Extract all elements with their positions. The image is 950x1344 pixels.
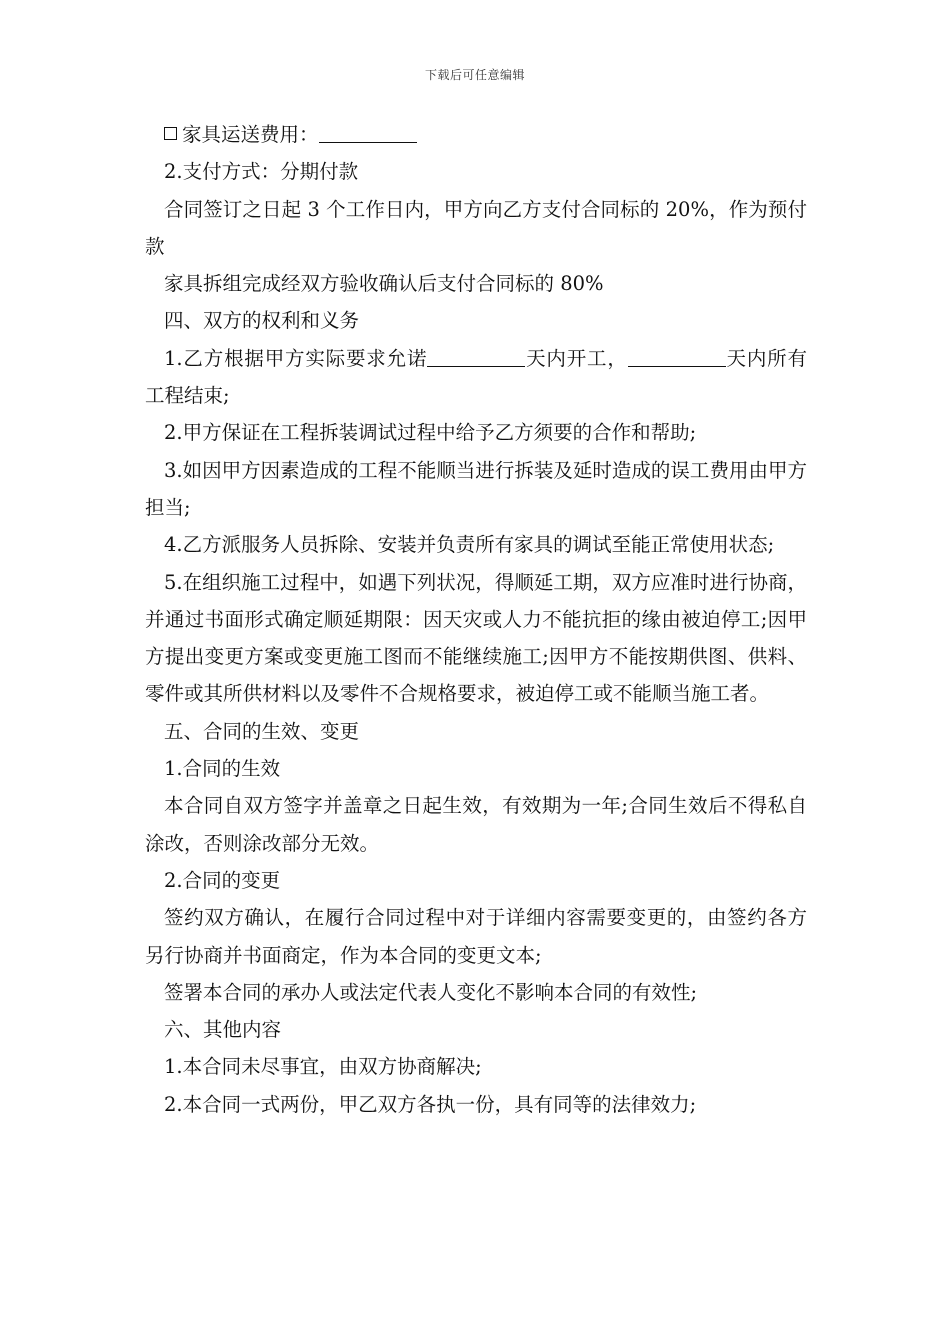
subheading-effect: 1.合同的生效	[164, 757, 281, 781]
paragraph-payment-method: 2.支付方式：分期付款	[164, 160, 359, 184]
paragraph-schedule	[145, 340, 807, 415]
fill-in-blank-end-days[interactable]	[628, 344, 726, 367]
paragraph-text: 家具运送费用：	[182, 123, 319, 146]
paragraph-text: 天内开工，	[525, 346, 628, 370]
page-header: 下载后可任意编辑	[424, 68, 525, 82]
checkbox-icon[interactable]	[164, 127, 177, 140]
paragraph-text: 1.乙方根据甲方实际要求允诺	[164, 346, 428, 370]
fill-in-blank-start-days[interactable]	[427, 344, 525, 367]
paragraph-installation-service: 4.乙方派服务人员拆除、安装并负责所有家具的调试至能正常使用状态;	[164, 533, 775, 557]
section-heading-effect: 五、合同的生效、变更	[164, 719, 360, 743]
paragraph-representative-change: 签署本合同的承办人或法定代表人变化不影响本合同的有效性;	[164, 980, 698, 1004]
paragraph-party-a-cooperation: 2.甲方保证在工程拆装调试过程中给予乙方须要的合作和帮助;	[164, 421, 697, 445]
document-body	[145, 116, 807, 1123]
paragraph-delivery-fee	[145, 116, 807, 153]
paragraph-copies: 2.本合同一式两份，甲乙双方各执一份，具有同等的法律效力;	[164, 1092, 697, 1116]
paragraph-prepayment: 合同签订之日起 3 个工作日内，甲方向乙方支付合同标的 20%，作为预付款	[145, 197, 807, 258]
paragraph-change-process: 签约双方确认，在履行合同过程中对于详细内容需要变更的，由签约各方另行协商并书面商定，作为本合同的变更文本;	[145, 906, 807, 967]
subheading-change: 2.合同的变更	[164, 868, 281, 892]
paragraph-unresolved-matters: 1.本合同未尽事宜，由双方协商解决;	[164, 1055, 482, 1079]
section-heading-rights: 四、双方的权利和义务	[164, 309, 360, 333]
section-heading-other: 六、其他内容	[164, 1018, 282, 1042]
fill-in-blank[interactable]	[319, 120, 417, 143]
paragraph-extension: 5.在组织施工过程中，如遇下列状况，得顺延工期，双方应准时进行协商，并通过书面形式确定顺延期限：因天灾或人力不能抗拒的缘由被迫停工;因甲方提出变更方案或变更施工图而不能继续施工;因甲方不能按期供图、供料、零件或其所供材料以及零件不合规格要求，被迫停工或不能顺当施工者。	[145, 570, 807, 706]
paragraph-delay-costs: 3.如因甲方因素造成的工程不能顺当进行拆装及延时造成的误工费用由甲方担当;	[145, 458, 807, 519]
paragraph-final-payment: 家具拆组完成经双方验收确认后支付合同标的 80%	[164, 272, 604, 296]
paragraph-effective-term: 本合同自双方签字并盖章之日起生效，有效期为一年;合同生效后不得私自涂改，否则涂改部分无效。	[145, 794, 807, 855]
paragraph-text: 天内所有工程结束;	[145, 346, 807, 408]
